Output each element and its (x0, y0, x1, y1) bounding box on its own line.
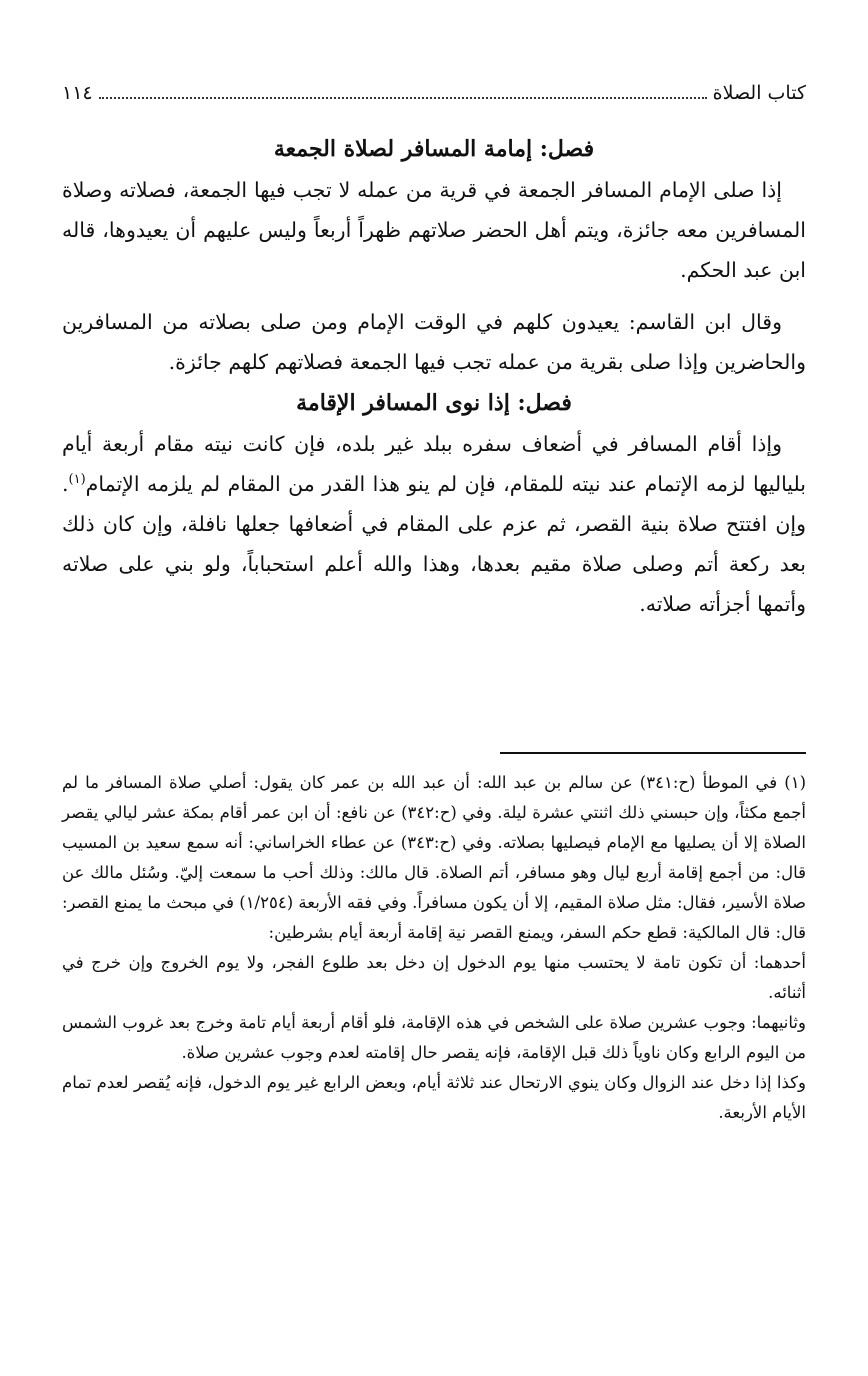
main-text (62, 128, 806, 624)
footnote-separator (500, 752, 806, 754)
footnote-1: (١) في الموطأ (ح:٣٤١) عن سالم بن عبد الله: أن عبد الله بن عمر كان يقول: أصلي صلاة المسافر ما لم أجمع مكثاً، وإن حبسني ذلك اثنتي عشرة ليلة. وفي (ح:٣٤٢) عن نافع: أن ابن عمر أقام بمكة عشر ليالي يقصر الصلاة إلا أن يصليها مع الإمام فيصليها بصلاته. وفي (ح:٣٤٣) عن عطاء الخراساني: أنه سمع سعيد بن المسيب قال: من أجمع إقامة أربع ليال وهو مسافر، أتم الصلاة. قال مالك: وذلك أحب ما سمعت إليّ. وسُئل مالك عن صلاة الأسير، فقال: مثل صلاة المقيم، إلا أن يكون مسافراً. وفي فقه الأربعة (١/٢٥٤) في مبحث ما يمنع القصر: قال: قال المالكية: قطع حكم السفر، ويمنع القصر نية إقامة أربعة أيام بشرطين: (62, 773, 806, 942)
footnote-continuation: أحدهما: أن تكون تامة لا يحتسب منها يوم الدخول إن دخل بعد طلوع الفجر، ولا يوم الخروج وإن خرج في أثنائه. (62, 953, 806, 1002)
section-heading-traveler-residence: فصل: إذا نوى المسافر الإقامة (296, 390, 572, 416)
paragraph: إذا صلى الإمام المسافر الجمعة في قرية من عمله لا تجب فيها الجمعة، فصلاته وصلاة المسافرين معه جائزة، ويتم أهل الحضر صلاتهم ظهراً أربعاً وليس عليهم أن يعيدوها، قاله ابن عبد الحكم. (62, 178, 806, 282)
running-head (62, 78, 806, 108)
footnote-reference: (١) (68, 472, 86, 488)
footnote-continuation: وثانيهما: وجوب عشرين صلاة على الشخص في هذه الإقامة، فلو أقام أربعة أيام تامة وخرج بعد غروب الشمس من اليوم الرابع وكان ناوياً ذلك قبل الإقامة، فإنه يقصر حال إقامته لعدم وجوب عشرين صلاة. (62, 1013, 806, 1062)
paragraph (62, 424, 806, 624)
paragraph-text: وإذا أقام المسافر في أضعاف سفره ببلد غير بلده، فإن كانت نيته مقام أربعة أيام بلياليها لزمه الإتمام عند نيته للمقام، فإن لم ينو هذا القدر من المقام لم يلزمه الإتمام (62, 432, 806, 496)
section-heading-traveler-friday-imam: فصل: إمامة المسافر لصلاة الجمعة (273, 136, 595, 162)
dot-leader (99, 79, 707, 99)
paragraph: وقال ابن القاسم: يعيدون كلهم في الوقت الإمام ومن صلى بصلاته من المسافرين والحاضرين وإذا صلى بقرية من عمله تجب فيها الجمعة فصلاتهم كلهم جائزة. (62, 310, 806, 374)
running-head-title: كتاب الصلاة (712, 82, 806, 104)
footnote-continuation: وكذا إذا دخل عند الزوال وكان ينوي الارتحال عند ثلاثة أيام، وبعض الرابع غير يوم الدخول، فإنه يُقصر لعدم تمام الأيام الأربعة. (62, 1073, 806, 1122)
paragraph-text: . وإن افتتح صلاة بنية القصر، ثم عزم على المقام في أضعافها جعلها نافلة، وإن كان ذلك بعد ركعة أتم وصلى صلاة مقيم بعدها، وهذا والله أعلم استحباباً، ولو بني على صلاته وأتمها أجزأته صلاته. (62, 472, 806, 616)
page-number: ١١٤ (62, 82, 93, 104)
footnotes (62, 768, 806, 1128)
